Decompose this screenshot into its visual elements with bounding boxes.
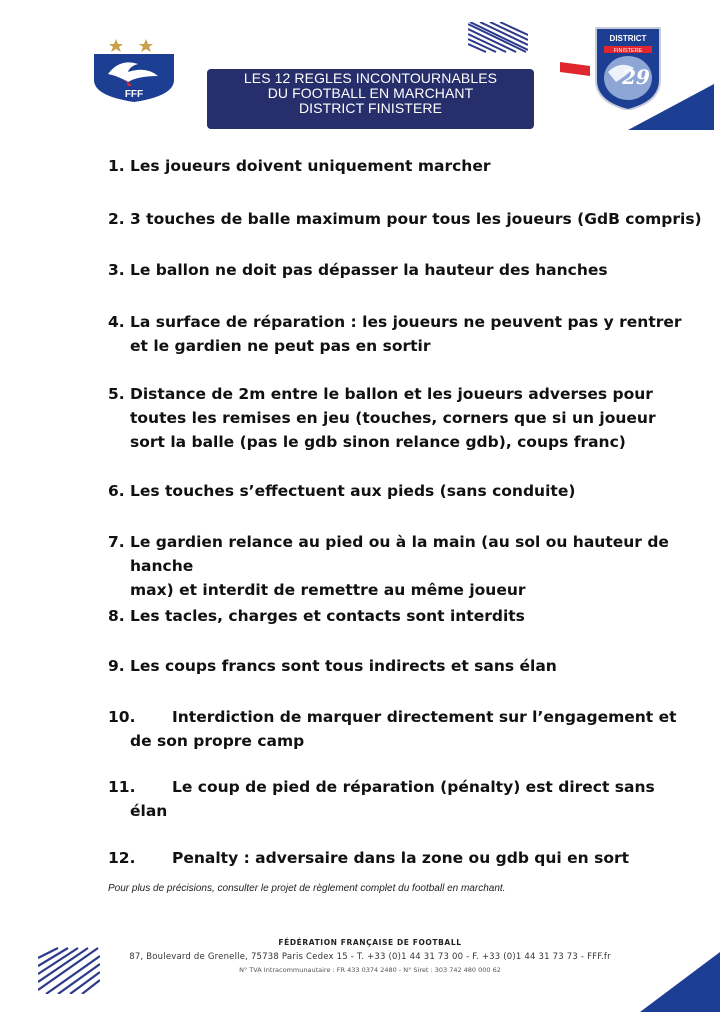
rule-text: Les joueurs doivent uniquement marcher [130,157,491,175]
rule-text-line-1: Interdiction de marquer directement sur l’engagement et [172,708,677,726]
stripes-decoration-bottom [38,944,100,994]
rule-text-line-1: Le gardien relance au pied ou à la main (au sol ou hauteur de hanche [130,533,669,575]
footer-organization: FÉDÉRATION FRANÇAISE DE FOOTBALL [278,938,462,947]
footer-identifiers: N° TVA Intracommunautaire : FR 433 0374 2480 - N° Siret : 303 742 480 000 62 [239,966,501,974]
rule-number: 4. [108,313,125,331]
footnote: Pour plus de précisions, consulter le projet de règlement complet du football en marchant. [108,883,506,894]
rule-number: 3. [108,261,125,279]
rule-number: 11. [108,778,136,796]
blue-triangle-decoration-top [628,84,714,130]
rule-text-line-3: sort la balle (pas le gdb sinon relance gdb), coups franc) [130,433,626,451]
fff-logo-text: FFF [124,89,144,100]
rule-text-line-1: Distance de 2m entre le ballon et les joueurs adverses pour [130,385,653,403]
rule-number: 10. [108,708,136,726]
rule-text: Penalty : adversaire dans la zone ou gdb qui en sort [172,849,630,867]
rule-number: 5. [108,385,125,403]
rule-8 [108,604,708,628]
rule-number: 8. [108,607,125,625]
rule-5 [108,382,708,454]
rule-text-line-2: max) et interdit de remettre au même joueur [130,581,526,599]
rule-text-line-1: Le coup de pied de réparation (pénalty) est direct sans [172,778,655,796]
title-line-1: LES 12 REGLES INCONTOURNABLES [243,70,498,86]
title-line-3: DISTRICT FINISTERE [298,100,443,116]
rule-11 [108,775,708,823]
rule-7 [108,530,708,602]
district-logo-sub: FINISTERE [613,48,643,54]
rule-3 [108,258,708,282]
blue-triangle-decoration-bottom [640,952,720,1012]
rule-number: 2. [108,210,125,228]
rule-text-line-2: de son propre camp [130,732,305,750]
district-logo-text: DISTRICT [609,34,647,43]
stripes-decoration-top [468,22,528,54]
rule-text-line-2: élan [130,802,168,820]
rule-12 [108,846,708,870]
rule-4 [108,310,708,358]
rule-text-line-2: et le gardien ne peut pas en sortir [130,337,431,355]
rule-9 [108,654,708,678]
district-logo-num: 29 [622,65,650,89]
rule-number: 12. [108,849,136,867]
rule-number: 9. [108,657,125,675]
rule-text: Les coups francs sont tous indirects et sans élan [130,657,557,675]
rule-text: Le ballon ne doit pas dépasser la hauteur des hanches [130,261,608,279]
rule-number: 7. [108,533,125,551]
rule-text-line-2: toutes les remises en jeu (touches, corners que si un joueur [130,409,656,427]
rule-text: Les tacles, charges et contacts sont interdits [130,607,525,625]
rule-6 [108,479,708,503]
rule-number: 6. [108,482,125,500]
footer-address: 87, Boulevard de Grenelle, 75738 Paris Cedex 15 - T. +33 (0)1 44 31 73 00 - F. +33 (0)1 44 31 73 73 - FFF.fr [129,952,611,962]
rule-1 [108,154,708,178]
title-banner [207,69,534,129]
rule-text: Les touches s’effectuent aux pieds (sans conduite) [130,482,576,500]
red-flag-decoration [560,62,590,76]
title-line-2: DU FOOTBALL EN MARCHANT [267,85,474,101]
rule-number: 1. [108,157,125,175]
rule-2 [108,207,708,231]
rule-10 [108,705,708,753]
fff-logo [88,36,180,102]
rule-text: 3 touches de balle maximum pour tous les joueurs (GdB compris) [130,210,702,228]
rule-text-line-1: La surface de réparation : les joueurs ne peuvent pas y rentrer [130,313,682,331]
